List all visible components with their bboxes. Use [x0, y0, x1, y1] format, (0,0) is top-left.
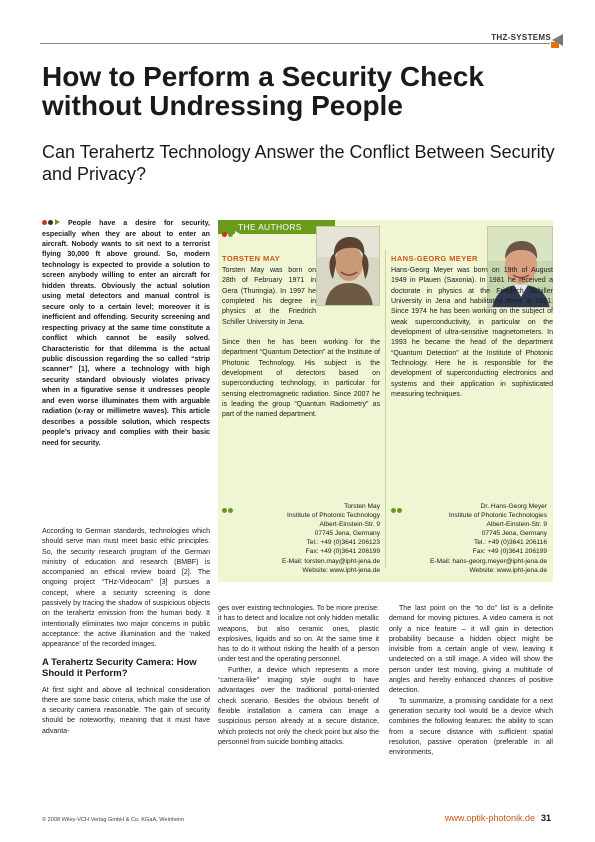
section-label: THZ-SYSTEMS	[491, 33, 551, 42]
contact-email[interactable]: E-Mail: hans-georg.meyer@ipht-jena.de	[429, 557, 547, 565]
body-column-2	[218, 604, 379, 748]
author-bio-torsten-may-intro: Torsten May was born on 28th of February 1971 in Gera (Thuringia). In 1997 he completed his degree in physics at the Friedrich Schiller University in Jena.	[222, 267, 316, 326]
body-paragraph: According to German standards, technologies which should serve man must meet basic ethic principles. So, the security research program of the German ministry of education and research (BMBF) is accompanied an ethical review board [2]. The ongoing project “THz-Videocam” [3] pursues a concept, where a security screening is done passively by tracing the shadow of suspicious objects on the terahertz emission from the human body. It intentionally eliminates two major concerns in public acceptance: the active illumination and the ‘naked appearance’ of the recorded images.	[42, 528, 210, 649]
lead-text: People have a desire for security, especially when they are about to enter an aircraft. Nobody wants to sit next to a terrorist flying 30,000 ft above ground. So, modern technology is expected to provide a solution to screen anybody willing to enter an aircraft for hidden threats. Obviously the actual solution using metal detectors and manual control is secure only to a certain level; moreover it is inefficient and offending. Security screening and respecting privacy at the same time constitute a conflict which cannot be easily solved. Characteristic for that dilemma is the actual public discussion regarding the so called “strip scanner” [1], where a technology with high security standard obviously violates privacy when in a figurative sense it undresses people and even worse illuminates them with arguable radiation (x-ray or millimetre waves). This article describes a possible solution, which respects people’s privacy and complies with their basic need for security.	[42, 219, 210, 447]
author-contact-hans-georg-meyer	[391, 502, 547, 575]
author-bio-hans-georg-meyer: Hans-Georg Meyer was born on 19th of August 1949 in Plauen (Saxonia). In 1981 he received a doctorate in physics at the Friedrich Schiller University in Jena and habilitated there in 1991. Since 1974 he has been working on the subject of weak superconductivity, in particular on the development of ultra-sensitive magnetometers. In 1993 he became the head of the department “Quantum Detection” at the Institute of Photonic Technology. Here he is responsible for the development of superconducting electronics and systems and their application in sophisticated measuring techniques.	[391, 267, 553, 399]
body-paragraph: Further, a device which represents a more “camera-like” imaging style ought to have advantages over the traditional portal-oriented check scenario. Besides the obvious benefit of flexible installation a camera can image a suspicious person already at a secure distance, which protects not only the check point but also the personnel from suicide bombing attacks.	[218, 666, 379, 746]
contact-institute: Institute of Photonic Technology	[287, 512, 380, 520]
article-subtitle: Can Terahertz Technology Answer the Conflict Between Security and Privacy?	[42, 142, 555, 184]
portrait-icon	[317, 227, 380, 306]
section-flag-accent-icon	[551, 42, 559, 48]
body-paragraph: At first sight and above all technical consideration there are some basic criteria, which make the use of a security camera reasonable. The gain of security should be noteworthy, meaning that it must have advanta-	[42, 686, 210, 735]
body-column-1	[42, 527, 210, 737]
body-paragraph: The last point on the “to do” list is a definite demand for moving pictures. A video camera is not only a nice feature – it will gain in detection probability because a hidden object might be invisible from a certain angle of view, leaving it undetected on a still image. A video will show the person under test moving, giving a multitude of angles and hereby enhanced chances of positive detection.	[389, 605, 553, 695]
contact-website[interactable]: Website: www.ipht-jena.de	[302, 566, 380, 574]
author-name-hans-georg-meyer: HANS-GEORG MEYER	[391, 254, 478, 263]
authors-heading: THE AUTHORS	[218, 220, 335, 234]
contact-institute: Institute of Photonic Technologies	[448, 512, 547, 520]
article-title: How to Perform a Security Check without Undressing People	[42, 61, 484, 121]
author-name-torsten-may: TORSTEN MAY	[222, 254, 281, 263]
contact-tel: Tel.: +49 (0)3641 206123	[306, 539, 380, 547]
body-paragraph: ges over existing technologies. To be more precise: it has to detect and localize not only hidden metallic weapons, but also ceramic ones, plastic explosives, liquids and so on. At the same time it has to do it without risking the health of a person under test and the operating personnel.	[218, 605, 379, 664]
contact-street: Albert-Einstein-Str. 9	[319, 521, 380, 529]
lead-paragraph	[42, 218, 210, 448]
body-column-3	[389, 604, 553, 758]
authors-divider	[385, 250, 386, 568]
footer-info	[445, 813, 551, 823]
author-bio-torsten-may: Since then he has been working for the department “Quantum Detection” at the Institute of Photonic Technology. His subject is the development of detectors based on superconducting technology, in particular for sensing electromagnetic radiation. Since 2007 he is leading the group “Quantum Radiometry” as part of the named department.	[222, 339, 380, 419]
contact-street: Albert-Einstein-Str. 9	[486, 521, 547, 529]
bullet-dots-icon	[42, 218, 60, 228]
contact-name: Torsten May	[344, 503, 380, 510]
contact-city: 07745 Jena, Germany	[481, 530, 547, 538]
authors-bullet-dots-icon	[222, 224, 240, 242]
contact-tel: Tel.: +49 (0)3641 206116	[473, 539, 547, 547]
contact-fax: Fax: +49 (0)3641 206199	[305, 548, 380, 556]
body-paragraph: To summarize, a promising candidate for a next generation security tool would be a device which combines the following features: the ability to scan from a secure distance with sufficient spatial resolution, passive operation (preferable in all environments,	[389, 697, 553, 757]
author-contact-torsten-may	[222, 502, 380, 575]
contact-city: 07745 Jena, Germany	[314, 530, 380, 538]
page-number: 31	[540, 813, 551, 823]
contact-name: Dr. Hans-Georg Meyer	[480, 503, 547, 510]
author-photo-torsten-may	[316, 226, 380, 306]
section-heading: A Terahertz Security Camera: How Should it Perform?	[42, 656, 197, 680]
contact-fax: Fax: +49 (0)3641 206199	[472, 548, 547, 556]
contact-email[interactable]: E-Mail: torsten.may@ipht-jena.de	[282, 557, 380, 565]
contact-website[interactable]: Website: www.ipht-jena.de	[469, 566, 547, 574]
footer-url[interactable]: www.optik-photonik.de	[444, 813, 535, 823]
footer-copyright: © 2008 Wiley-VCH Verlag GmbH & Co. KGaA, Weinheim	[42, 817, 185, 823]
header-rule	[40, 43, 550, 44]
